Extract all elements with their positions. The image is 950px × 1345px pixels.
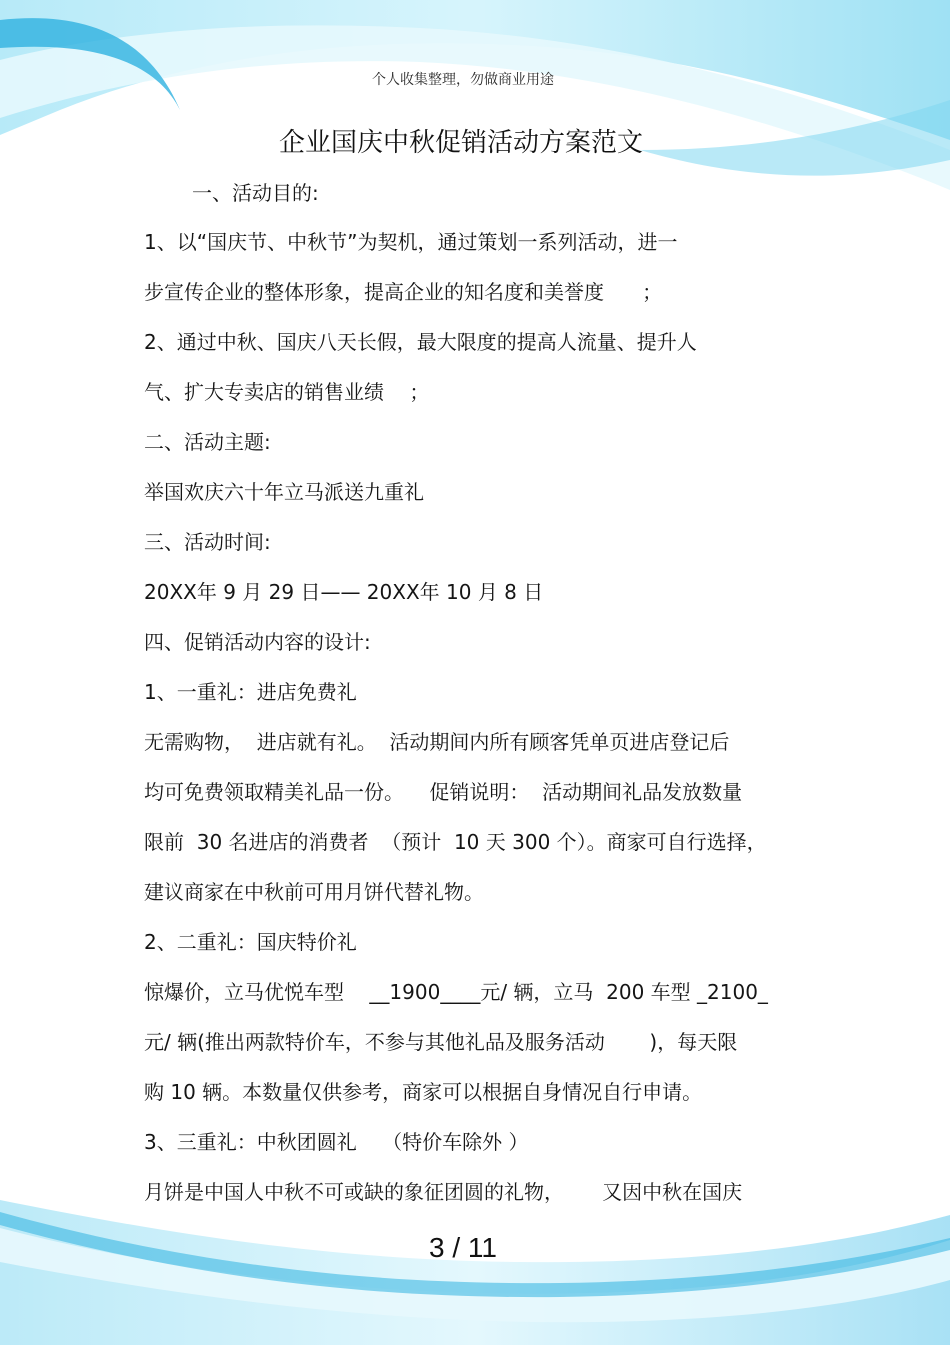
paragraph-line: 元/ 辆(推出两款特价车，不参与其他礼品及服务活动 )，每天限 [144,1030,738,1054]
paragraph-line: 购 10 辆。本数量仅供参考，商家可以根据自身情况自行申请。 [144,1080,703,1104]
paragraph-line: 惊爆价，立马优悦车型 __1900____元/ 辆，立马 200 车型 _2100_ [144,980,768,1004]
watermark-text: 个人收集整理，勿做商业用途 [372,72,554,88]
paragraph-line: 均可免费领取精美礼品一份。 促销说明： 活动期间礼品发放数量 [144,780,743,804]
section-heading-theme: 二、活动主题: [144,430,271,454]
paragraph-line: 限前 30 名进店的消费者 （预计 10 天 300 个）。商家可自行选择， [144,830,767,854]
paragraph-line: 2、通过中秋、国庆八天长假，最大限度的提高人流量、提升人 [144,330,697,354]
paragraph-line: 举国欢庆六十年立马派送九重礼 [144,480,424,504]
paragraph-line: 步宣传企业的整体形象，提高企业的知名度和美誉度 ； [144,280,663,304]
paragraph-line: 无需购物， 进店就有礼。 活动期间内所有顾客凭单页进店登记后 [144,730,730,754]
subheading-first-gift: 1、一重礼：进店免费礼 [144,680,357,704]
section-heading-objective: 一、活动目的: [192,181,319,205]
paragraph-line: 20XX年 9 月 29 日—— 20XX年 10 月 8 日 [144,580,544,604]
paragraph-line: 气、扩大专卖店的销售业绩 ； [144,380,430,404]
subheading-third-gift: 3、三重礼：中秋团圆礼 （特价车除外 ） [144,1130,529,1154]
subheading-second-gift: 2、二重礼：国庆特价礼 [144,930,357,954]
section-heading-time: 三、活动时间: [144,530,271,554]
page-number: 3 / 11 [429,1232,497,1263]
paragraph-line: 月饼是中国人中秋不可或缺的象征团圆的礼物， 又因中秋在国庆 [144,1180,743,1204]
paragraph-line: 1、以“国庆节、中秋节”为契机，通过策划一系列活动，进一 [144,230,678,254]
document-title: 企业国庆中秋促销活动方案范文 [278,128,643,158]
paragraph-line: 建议商家在中秋前可用月饼代替礼物。 [144,880,484,904]
section-heading-content: 四、促销活动内容的设计: [144,630,371,654]
